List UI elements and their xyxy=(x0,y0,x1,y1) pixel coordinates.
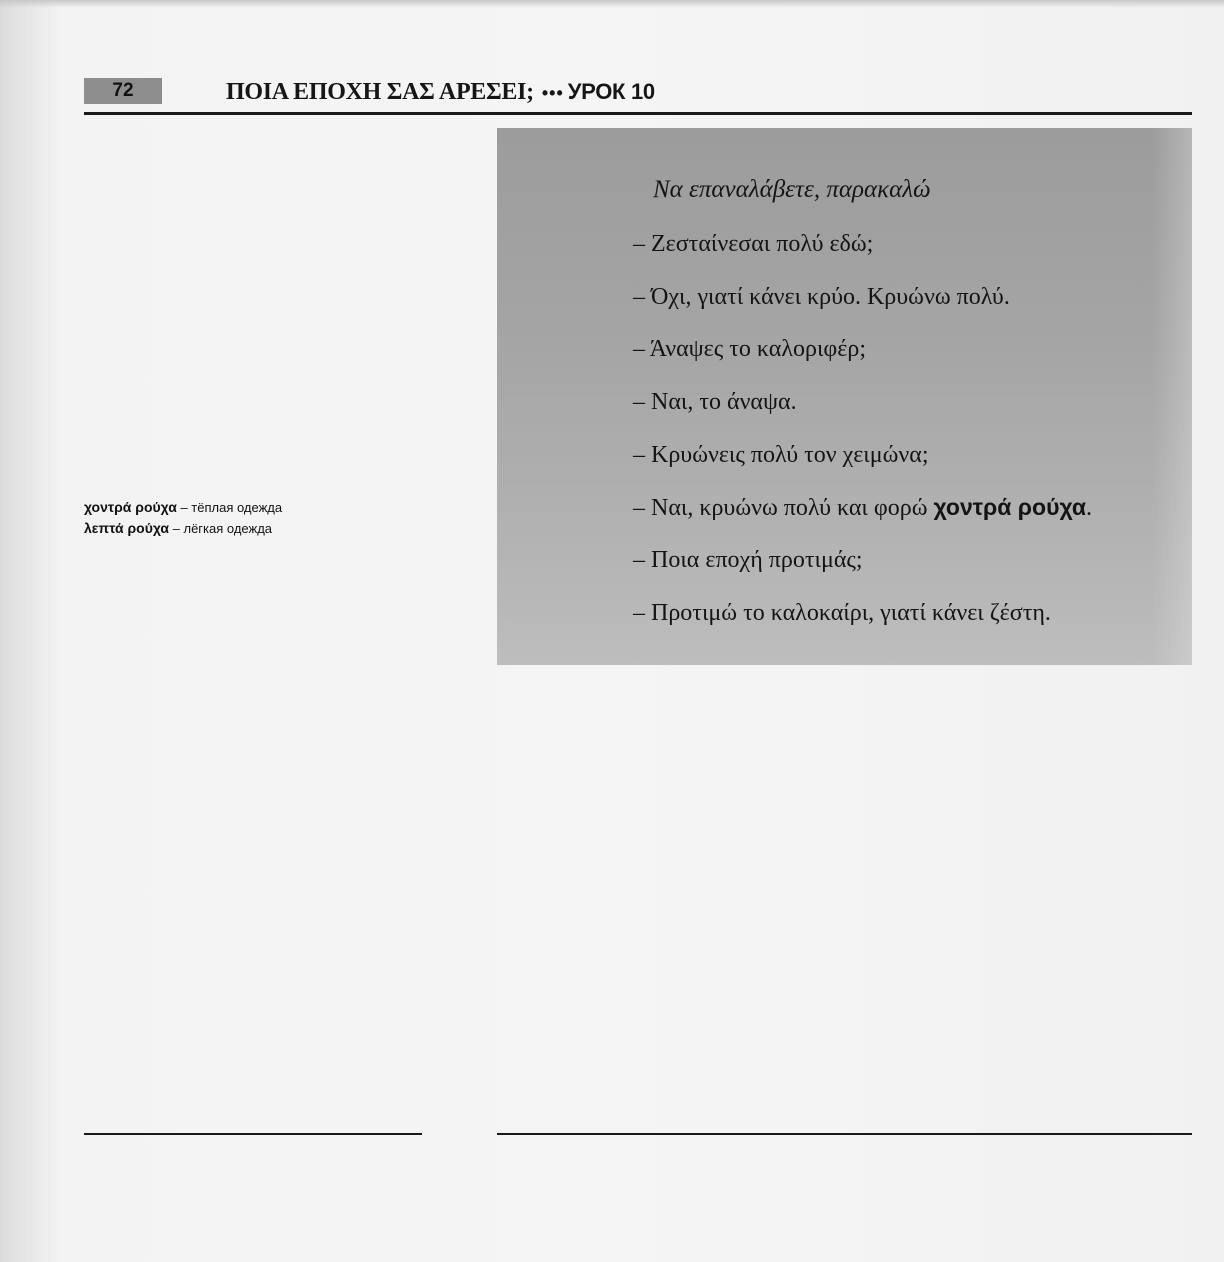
glossary xyxy=(84,497,282,539)
glossary-item xyxy=(84,518,282,539)
dialog-box xyxy=(497,128,1192,665)
footer-rule-left xyxy=(84,1133,422,1135)
page-top-shadow xyxy=(0,0,1224,8)
dialog-line-end: . xyxy=(1086,495,1093,522)
header-title-line xyxy=(226,76,655,109)
footer-rule-right xyxy=(497,1133,1192,1135)
dialog-line: – Όχι, γιατί κάνει κρύο. Κρυώνω πολύ. xyxy=(633,283,1010,310)
dialog-line: – Κρυώνεις πολύ τον χειμώνα; xyxy=(633,441,929,468)
dialog-line: – Ποια εποχή προτιμάς; xyxy=(633,547,863,574)
header-separator: ••• xyxy=(541,83,564,103)
dialog-lines xyxy=(633,229,1092,651)
dialog-line: – Ναι, το άναψα. xyxy=(633,389,797,416)
dialog-line: – Ζεσταίνεσαι πολύ εδώ; xyxy=(633,231,874,257)
glossary-term: λεπτά ρούχα xyxy=(84,520,170,536)
glossary-translation: – тёплая одежда xyxy=(176,500,283,515)
glossary-item xyxy=(84,497,282,518)
header-rule xyxy=(84,112,1192,115)
chapter-title: ΠΟΙΑ ΕΠΟΧΗ ΣΑΣ ΑΡΕΣΕΙ; xyxy=(226,79,534,105)
lesson-label: УРОК 10 xyxy=(567,79,655,104)
dialog-line-text: – Ναι, κρυώνω πολύ και φορώ xyxy=(633,495,934,522)
page-number: 72 xyxy=(84,78,162,104)
dialog-heading: Να επαναλάβετε, παρακαλώ xyxy=(653,176,931,203)
page-header xyxy=(84,76,1192,110)
glossary-translation: – лёгкая одежда xyxy=(169,521,273,536)
dialog-line: – Άναψες το καλοριφέρ; xyxy=(633,336,867,363)
glossary-term: χοντρά ρούχα xyxy=(84,499,177,515)
dialog-line: – Προτιμώ το καλοκαίρι, γιατί κάνει ζέστη. xyxy=(633,599,1051,626)
vocab-highlight: χοντρά ρούχα xyxy=(933,494,1087,521)
dialog-line-with-vocab xyxy=(633,492,1092,545)
